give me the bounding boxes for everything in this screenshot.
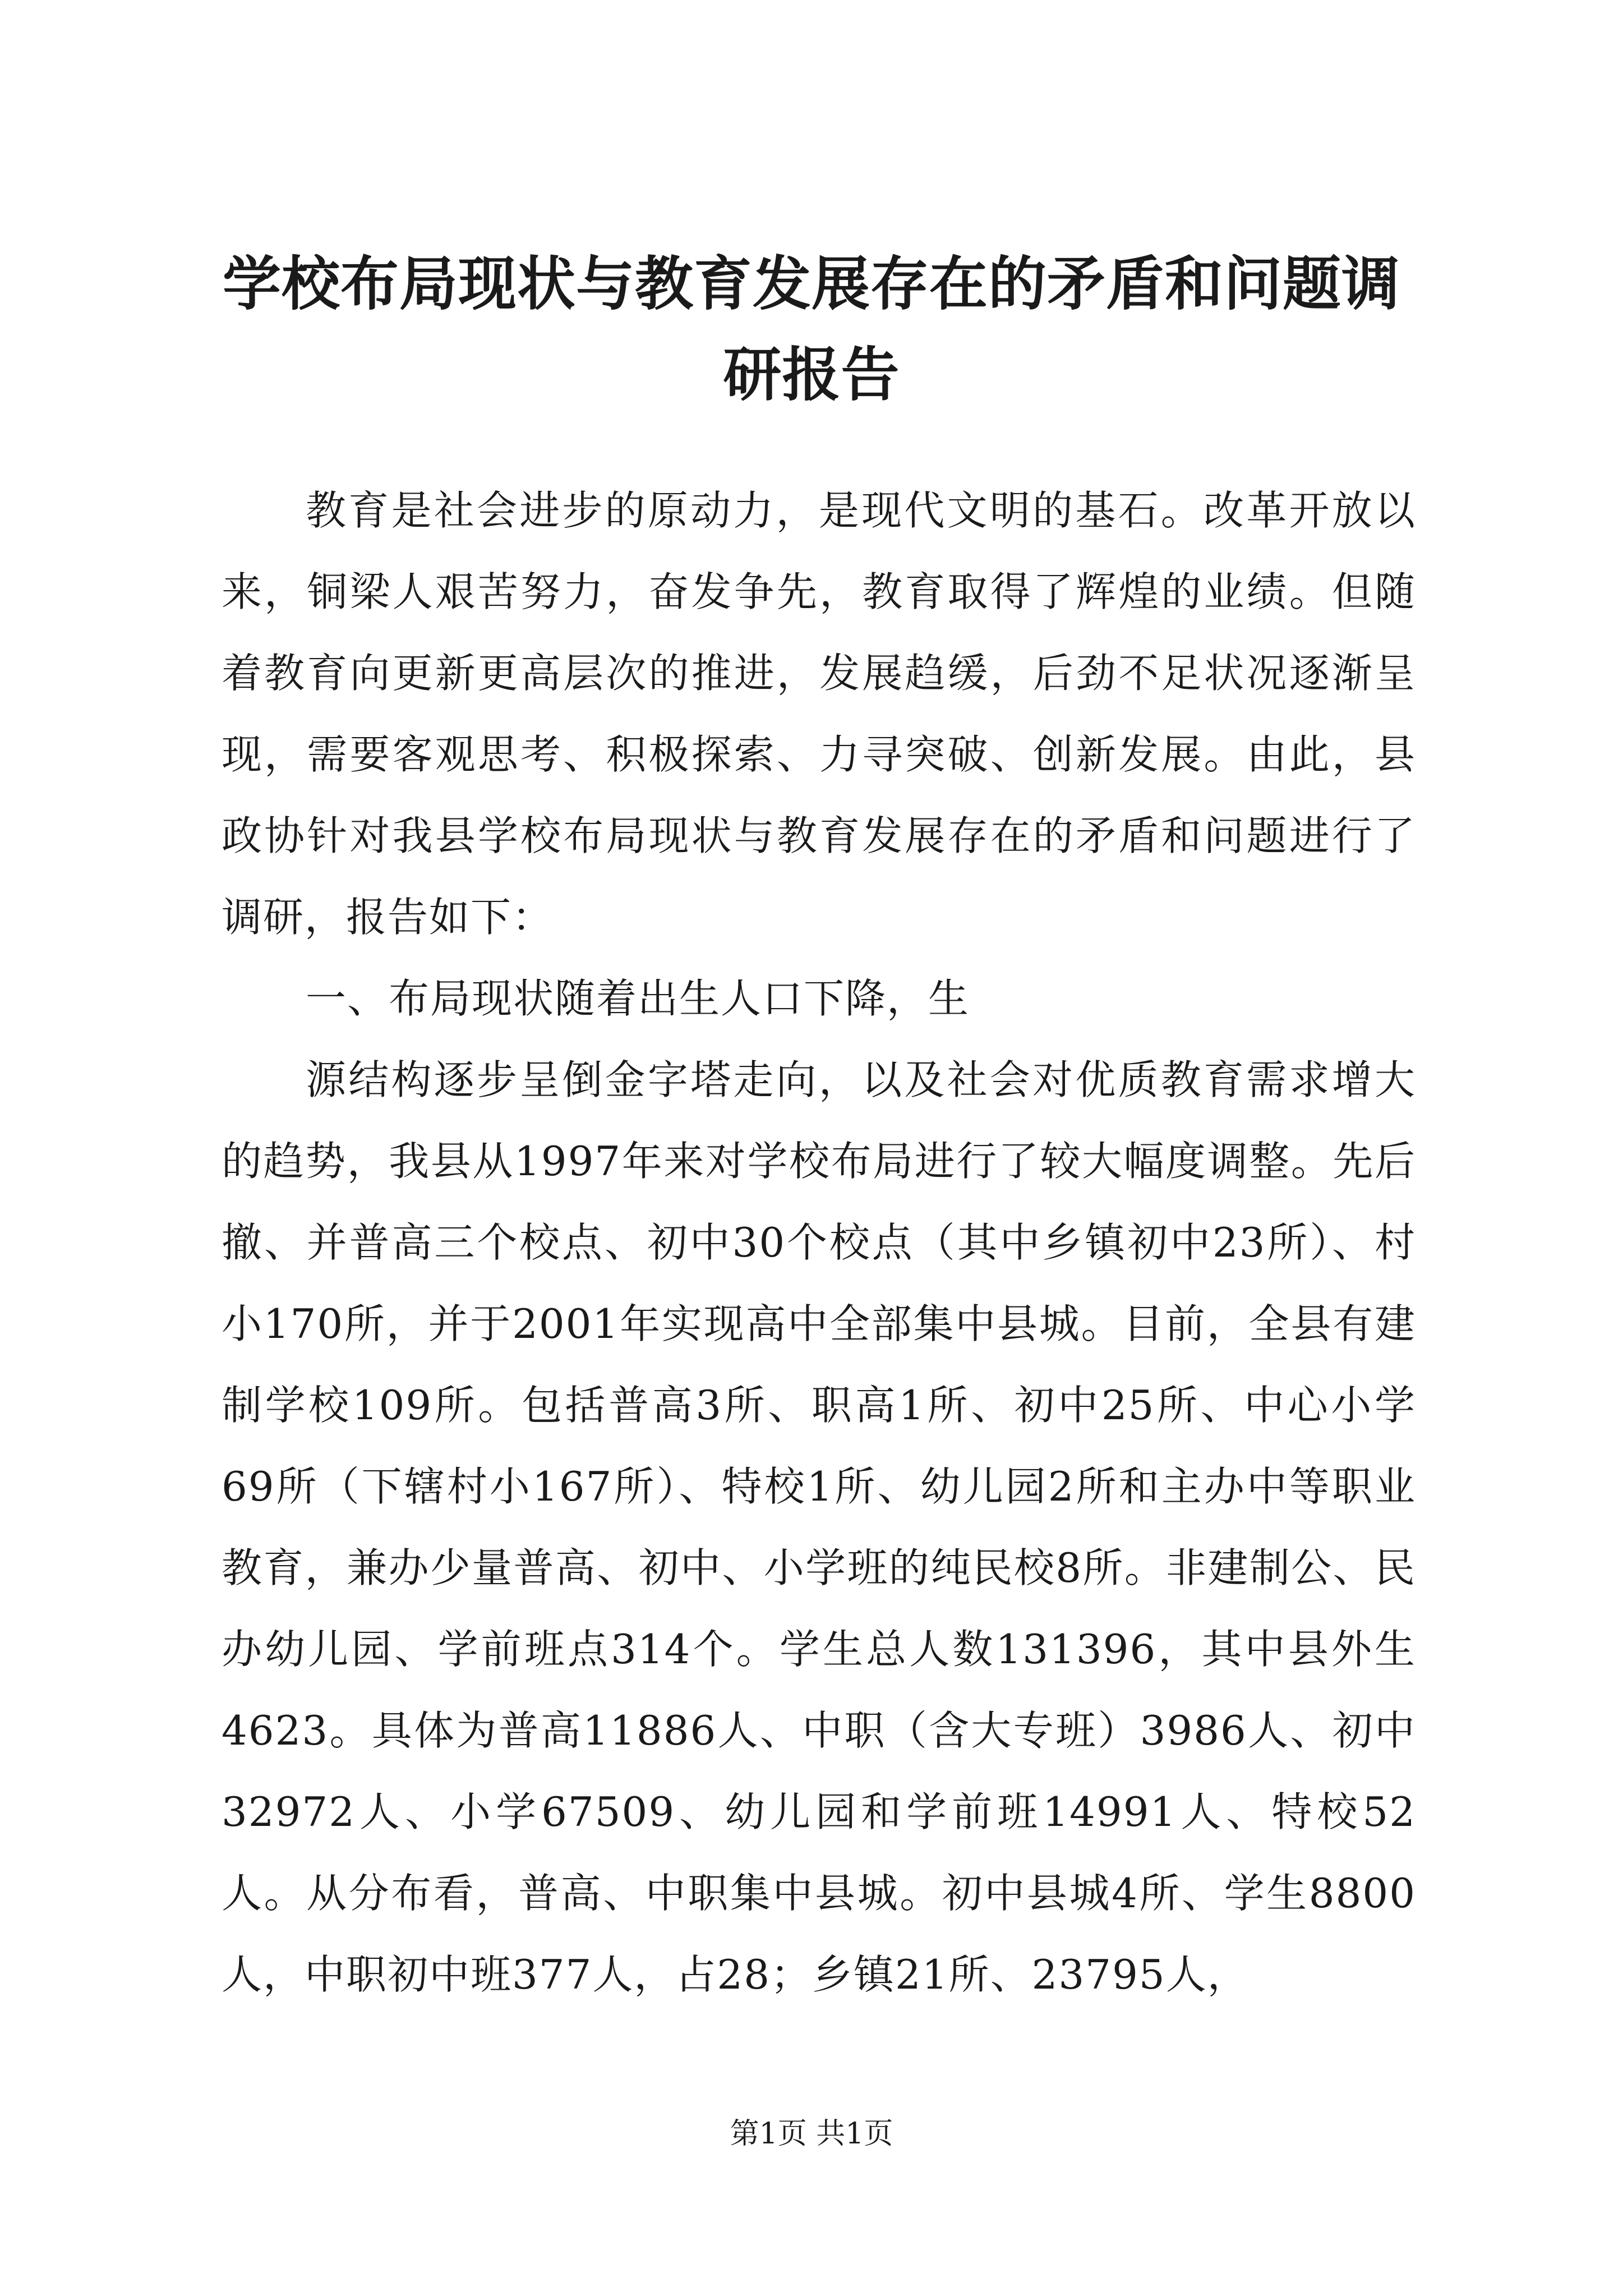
paragraph-intro: 教育是社会进步的原动力，是现代文明的基石。改革开放以来，铜梁人艰苦努力，奋发争先，教育取得了辉煌的业绩。但随着教育向更新更高层次的推进，发展趋缓，后劲不足状况逐渐呈现，需要客观思考、积极探索、力寻突破、创新发展。由此，县政协针对我县学校布局现状与教育发展存在的矛盾和问题进行了调研，报告如下： <box>222 487 1416 941</box>
document-body <box>222 470 1416 2016</box>
title-line-1: 学校布局现状与教育发展存在的矛盾和问题调 <box>222 249 1400 318</box>
section-heading-layout-status: 一、布局现状随着出生人口下降，生 <box>306 975 970 1022</box>
title-line-2: 研报告 <box>723 340 900 409</box>
document-title <box>168 238 1455 420</box>
paragraph-layout-details: 源结构逐步呈倒金字塔走向，以及社会对优质教育需求增大的趋势，我县从1997年来对学校布局进行了较大幅度调整。先后撤、并普高三个校点、初中30个校点（其中乡镇初中23所）、村小170所，并于2001年实现高中全部集中县城。目前，全县有建制学校109所。包括普高3所、职高1所、初中25所、中心小学69所（下辖村小167所）、特校1所、幼儿园2所和主办中等职业教育，兼办少量普高、初中、小学班的纯民校8所。非建制公、民办幼儿园、学前班点314个。学生总人数131396，其中县外生4623。具体为普高11886人、中职（含大专班）3986人、初中32972人、小学67509、幼儿园和学前班14991人、特校52人。从分布看，普高、中职集中县城。初中县城4所、学生8800人，中职初中班377人，占28；乡镇21所、23795人， <box>222 1056 1416 1998</box>
page-number-footer: 第1页 共1页 <box>730 2117 893 2151</box>
